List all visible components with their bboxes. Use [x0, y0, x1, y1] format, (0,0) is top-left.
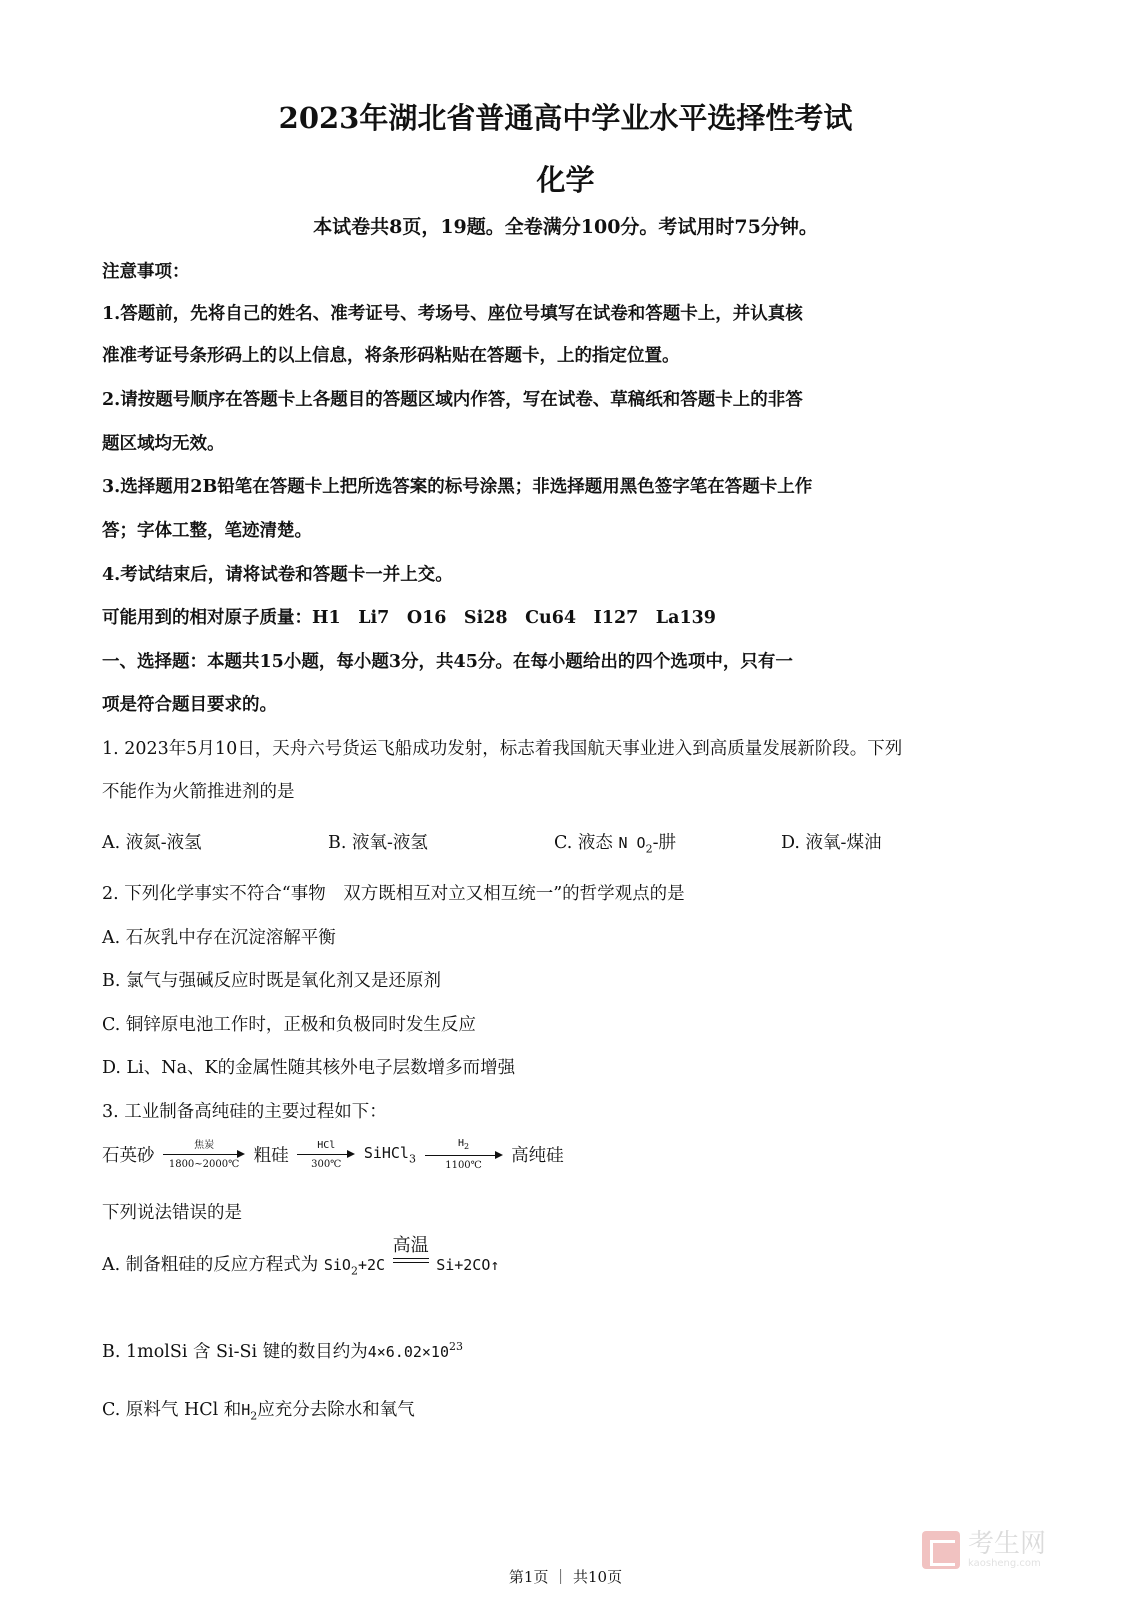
section-heading: 项是符合题目要求的。	[102, 695, 277, 715]
reaction-condition: 高温	[393, 1236, 429, 1263]
notice-line: 1.答题前，先将自己的姓名、准考证号、考场号、座位号填写在试卷和答题卡上，并认真核	[102, 304, 803, 324]
watermark-url: kaosheng.com	[968, 1558, 1041, 1569]
notice-heading: 注意事项：	[102, 262, 190, 282]
question-2-stem: 2. 下列化学事实不符合“事物 双方既相互对立又相互统一”的哲学观点的是	[102, 884, 685, 904]
q3-option-c: C. 原料气 HCl 和$H_2$应充分去除水和氧气	[102, 1400, 415, 1423]
q3-prompt: 下列说法错误的是	[102, 1203, 242, 1223]
exam-info: 本试卷共8页，19题。全卷满分100分。考试用时75分钟。	[313, 216, 818, 238]
watermark-name: 考生网	[968, 1529, 1047, 1559]
q2-option-b: B. 氯气与强碱反应时既是氧化剂又是还原剂	[102, 971, 441, 991]
q3-option-a: A. 制备粗硅的反应方程式为 SiO$_2$+2C 高温 Si+2CO↑	[102, 1235, 500, 1278]
flow-step: 粗硅	[253, 1146, 289, 1166]
q1-option-a: A. 液氮-液氢	[102, 833, 202, 853]
notice-line: 3.选择题用2B铅笔在答题卡上把所选答案的标号涂黑；非选择题用黑色签字笔在答题卡上作	[102, 477, 813, 497]
notice-line: 题区域均无效。	[102, 434, 225, 454]
arrow-icon: HCl 300℃	[297, 1140, 355, 1170]
exam-title: 2023年湖北省普通高中学业水平选择性考试	[278, 101, 853, 135]
arrow-icon: 焦炭 1800~2000℃	[163, 1140, 245, 1170]
flow-step: 石英砂	[102, 1146, 155, 1166]
atomic-masses: 可能用到的相对原子质量：H1 Li7 O16 Si28 Cu64 I127 La139	[102, 608, 716, 628]
q2-option-a: A. 石灰乳中存在沉淀溶解平衡	[102, 928, 336, 948]
notice-line: 4.考试结束后，请将试卷和答题卡一并上交。	[102, 565, 453, 585]
subject-heading: 化学	[536, 163, 595, 197]
question-1-stem: 不能作为火箭推进剂的是	[102, 782, 295, 802]
notice-line: 准准考证号条形码上的以上信息，将条形码粘贴在答题卡，上的指定位置。	[102, 346, 680, 366]
question-1-stem: 1. 2023年5月10日，天舟六号货运飞船成功发射，标志着我国航天事业进入到高质量发展新阶段。下列	[102, 739, 903, 759]
question-3-stem: 3. 工业制备高纯硅的主要过程如下：	[102, 1102, 387, 1122]
q2-option-c: C. 铜锌原电池工作时，正极和负极同时发生反应	[102, 1015, 476, 1035]
q1-option-b: B. 液氧-液氢	[328, 833, 428, 853]
formula-no2: N O	[618, 834, 646, 852]
q1-option-c: C. 液态 N $O_2-$肼	[554, 833, 676, 856]
q2-option-d: D. Li、Na、K的金属性随其核外电子层数增多而增强	[102, 1058, 516, 1078]
section-heading: 一、选择题：本题共15小题，每小题3分，共45分。在每小题给出的四个选项中，只有一	[102, 652, 793, 672]
arrow-icon: $H_2$ 1100℃	[425, 1138, 503, 1171]
notice-line: 答；字体工整，笔迹清楚。	[102, 521, 312, 541]
brand-logo-icon	[922, 1531, 960, 1569]
q1-option-d: D. 液氧-煤油	[781, 833, 882, 853]
page-footer: 第1页 ｜ 共10页	[508, 1568, 623, 1586]
q3-option-b: B. 1molSi 含 Si-Si 键的数目约为$4\times 6.02\times 10^{23}$	[102, 1340, 463, 1362]
notice-line: 2.请按题号顺序在答题卡上各题目的答题区域内作答，写在试卷、草稿纸和答题卡上的非答	[102, 390, 803, 410]
watermark	[922, 1530, 1046, 1569]
process-flow: 石英砂 焦炭 1800~2000℃ 粗硅 HCl 300℃ SiHCl$_3$ $H_2$ 1100℃ 高纯硅	[102, 1138, 564, 1171]
flow-step: SiHCl	[363, 1144, 409, 1163]
flow-step: 高纯硅	[511, 1146, 564, 1166]
